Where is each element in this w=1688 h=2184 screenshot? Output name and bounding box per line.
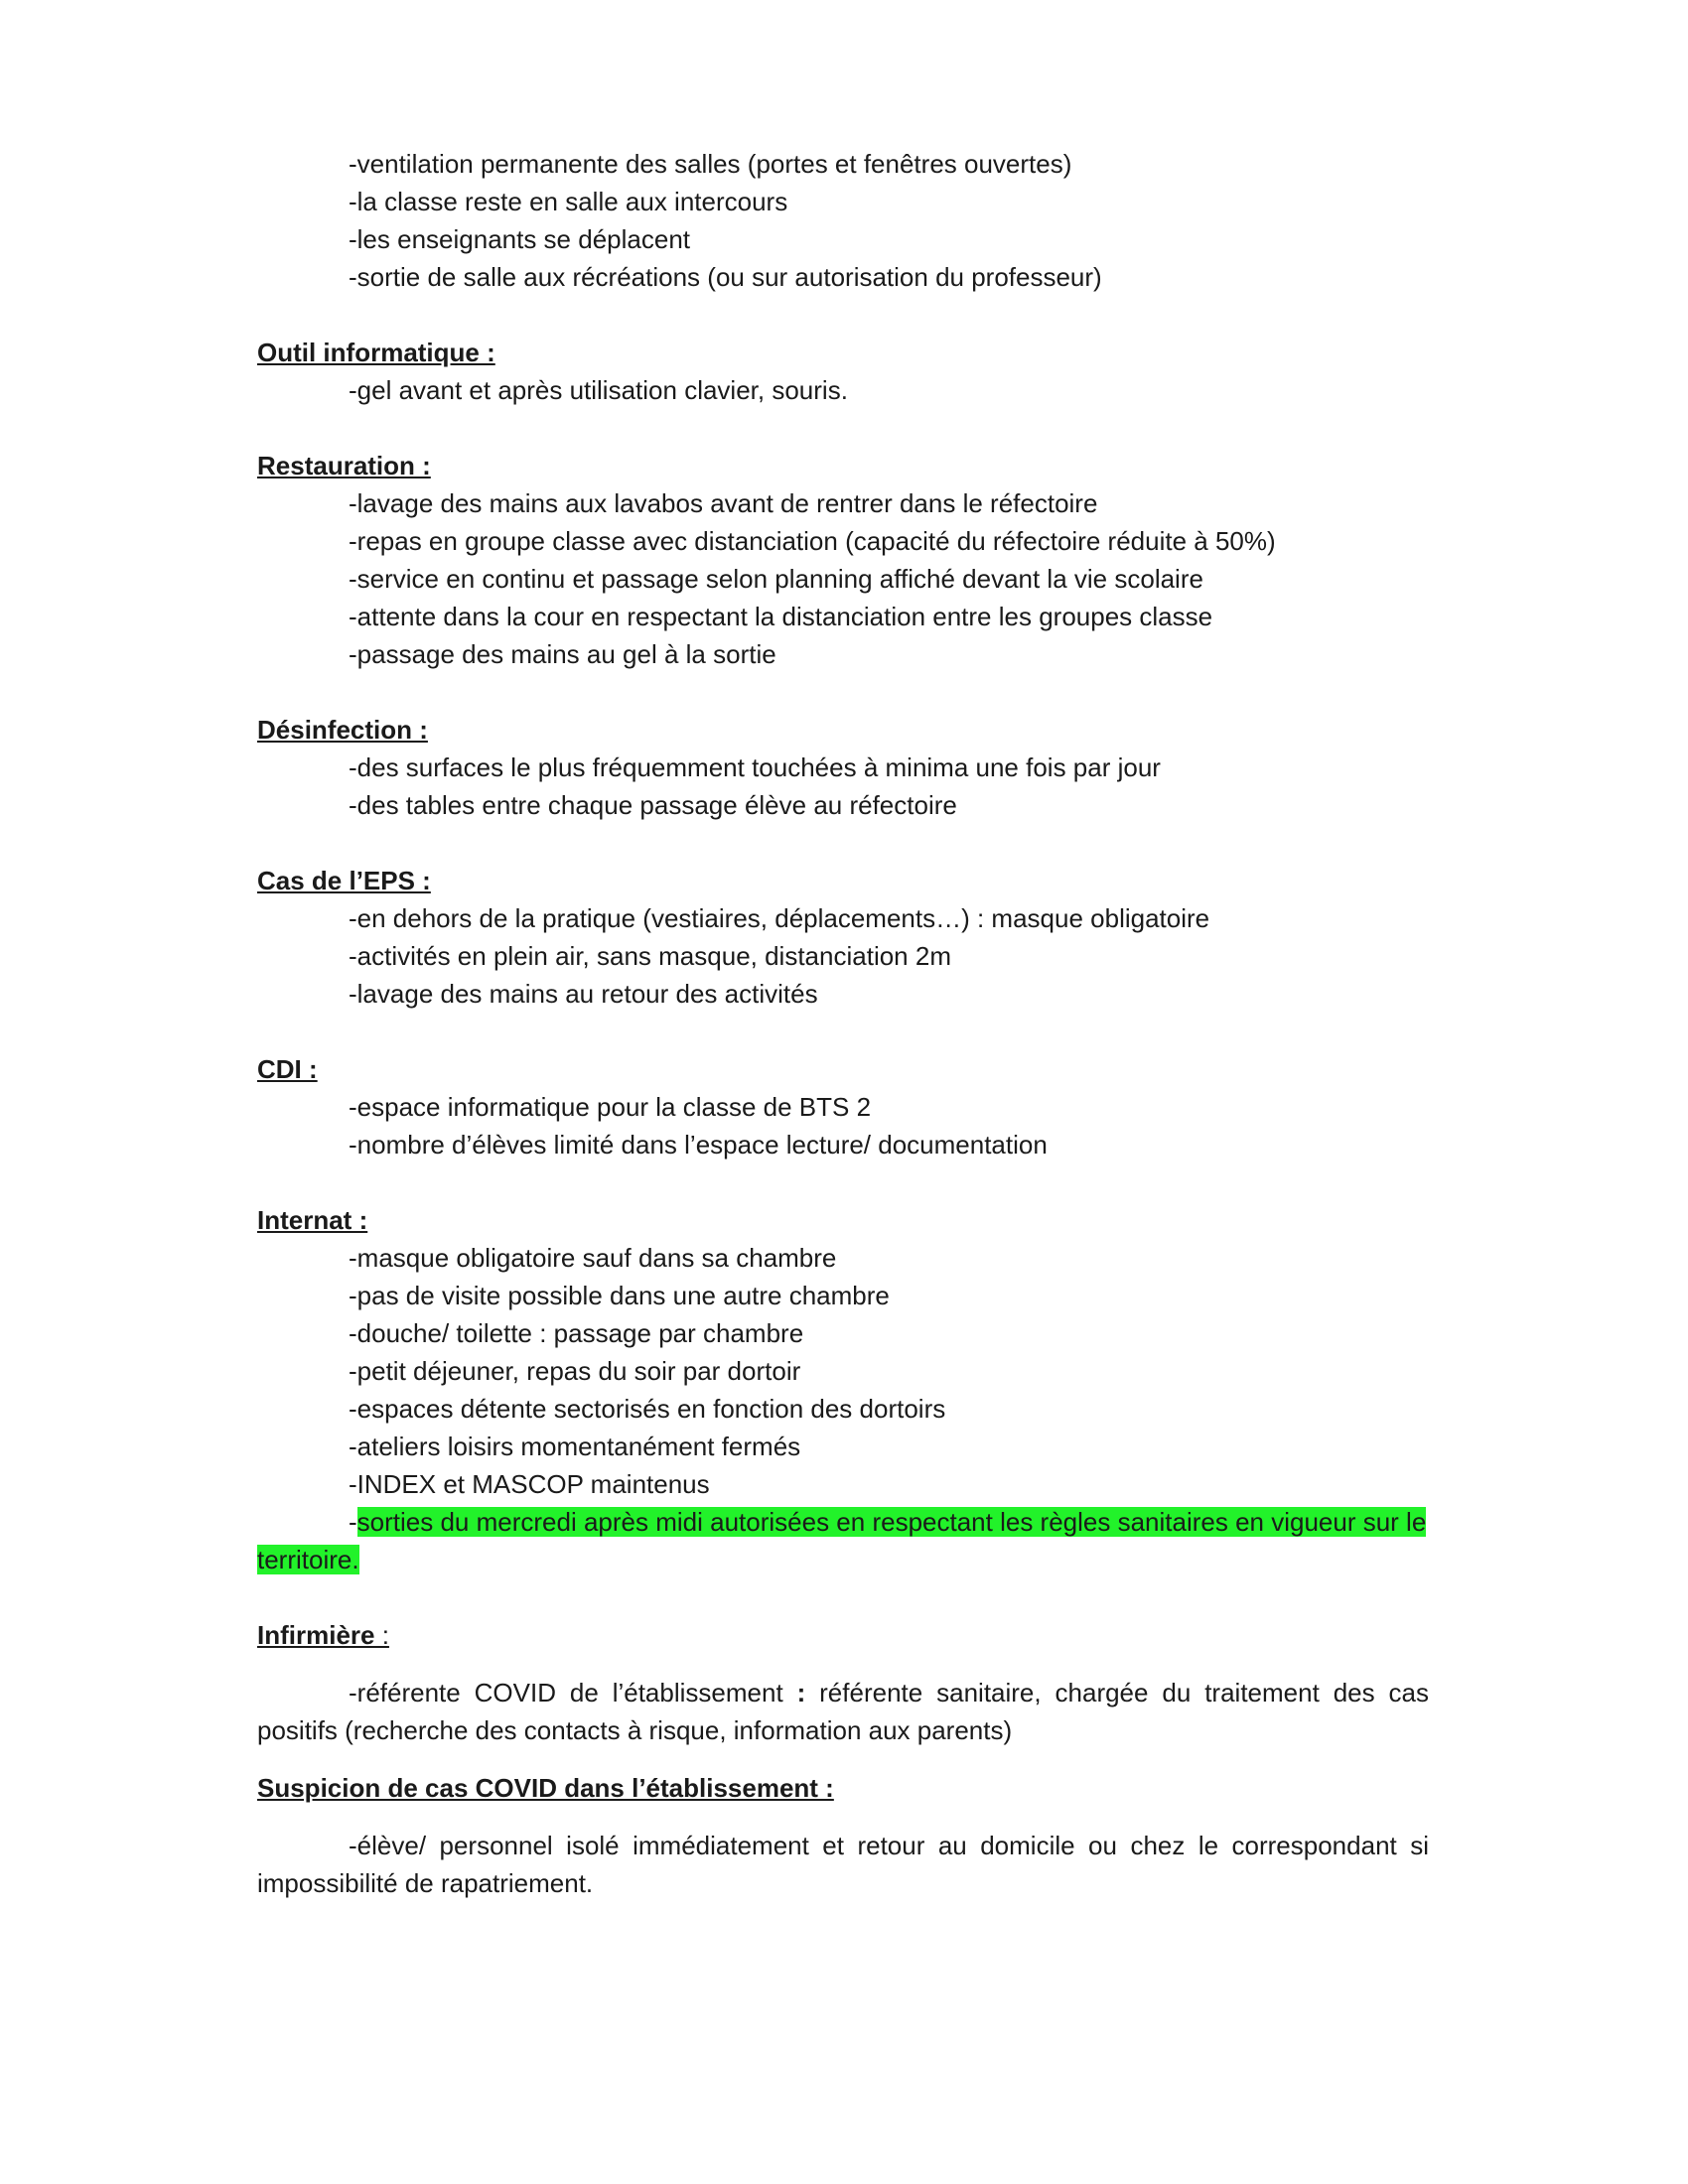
paragraph-suspicion: -élève/ personnel isolé immédiatement et retour au domicile ou chez le correspondant si impossibilité de rapatriement.: [257, 1831, 1429, 1898]
list-item: -petit déjeuner, repas du soir par dortoir: [349, 1356, 801, 1386]
paragraph-infirmiere: [257, 1674, 1429, 1749]
highlighted-text: sorties du mercredi après midi autorisées en respectant les règles sanitaires en vigueur sur le: [356, 1507, 1427, 1537]
list-item: -les enseignants se déplacent: [349, 224, 691, 254]
list-item: -des tables entre chaque passage élève au réfectoire: [349, 790, 957, 820]
list-item: -lavage des mains aux lavabos avant de rentrer dans le réfectoire: [349, 488, 1098, 518]
list-item: -espace informatique pour la classe de BTS 2: [349, 1092, 872, 1122]
highlighted-text: territoire.: [257, 1545, 359, 1574]
list-item: -masque obligatoire sauf dans sa chambre: [349, 1243, 837, 1273]
list-item: -attente dans la cour en respectant la distanciation entre les groupes classe: [349, 602, 1213, 631]
list-item: -la classe reste en salle aux intercours: [349, 187, 788, 216]
paragraph-colon: :: [796, 1678, 806, 1707]
spacer: [257, 1749, 1429, 1769]
spacer: [257, 1163, 1429, 1201]
section-heading-desinfection: Désinfection :: [257, 715, 428, 745]
section-heading-restauration: Restauration :: [257, 451, 431, 480]
list-item: -passage des mains au gel à la sortie: [349, 639, 776, 669]
document-content: [257, 145, 1429, 1902]
list-item: -INDEX et MASCOP maintenus: [349, 1469, 710, 1499]
section-heading-label: Infirmière: [257, 1620, 375, 1650]
list-item: -gel avant et après utilisation clavier, souris.: [349, 375, 848, 405]
paragraph-text: -référente COVID de l’établissement: [349, 1678, 797, 1707]
highlighted-item-continuation: [257, 1541, 1429, 1578]
list-item: -ateliers loisirs momentanément fermés: [349, 1432, 801, 1461]
spacer: [257, 824, 1429, 862]
list-item: -douche/ toilette : passage par chambre: [349, 1318, 804, 1348]
section-heading-eps: Cas de l’EPS :: [257, 866, 431, 895]
list-item: -lavage des mains au retour des activités: [349, 979, 818, 1009]
spacer: [257, 1654, 1429, 1674]
paragraph-text: référente sanitaire, chargée du traitement des cas positifs (recherche des contacts à risque, information aux parents): [257, 1678, 1429, 1745]
section-heading-suffix: :: [374, 1620, 389, 1650]
spacer: [257, 1013, 1429, 1050]
section-heading-infirmiere: [257, 1616, 1429, 1654]
section-heading-cdi: CDI :: [257, 1054, 318, 1084]
list-item: -espaces détente sectorisés en fonction des dortoirs: [349, 1394, 946, 1424]
list-item: -en dehors de la pratique (vestiaires, déplacements…) : masque obligatoire: [349, 903, 1210, 933]
spacer: [257, 1807, 1429, 1827]
list-item: -repas en groupe classe avec distanciation (capacité du réfectoire réduite à 50%): [349, 526, 1276, 556]
spacer: [257, 296, 1429, 334]
list-item: -des surfaces le plus fréquemment touchées à minima une fois par jour: [349, 752, 1161, 782]
spacer: [257, 673, 1429, 711]
list-item: -nombre d’élèves limité dans l’espace lecture/ documentation: [349, 1130, 1048, 1160]
section-heading-suspicion: Suspicion de cas COVID dans l’établissement :: [257, 1773, 834, 1803]
section-heading-internat: Internat :: [257, 1205, 368, 1235]
section-heading-outil: Outil informatique :: [257, 338, 495, 367]
list-dash: -: [349, 1507, 357, 1537]
list-item: -sortie de salle aux récréations (ou sur autorisation du professeur): [349, 262, 1102, 292]
list-item: -activités en plein air, sans masque, distanciation 2m: [349, 941, 951, 971]
highlighted-item: [257, 1503, 1429, 1541]
list-item: -service en continu et passage selon planning affiché devant la vie scolaire: [349, 564, 1203, 594]
list-item: -ventilation permanente des salles (portes et fenêtres ouvertes): [349, 149, 1072, 179]
spacer: [257, 1578, 1429, 1616]
list-item: -pas de visite possible dans une autre chambre: [349, 1281, 890, 1310]
spacer: [257, 409, 1429, 447]
